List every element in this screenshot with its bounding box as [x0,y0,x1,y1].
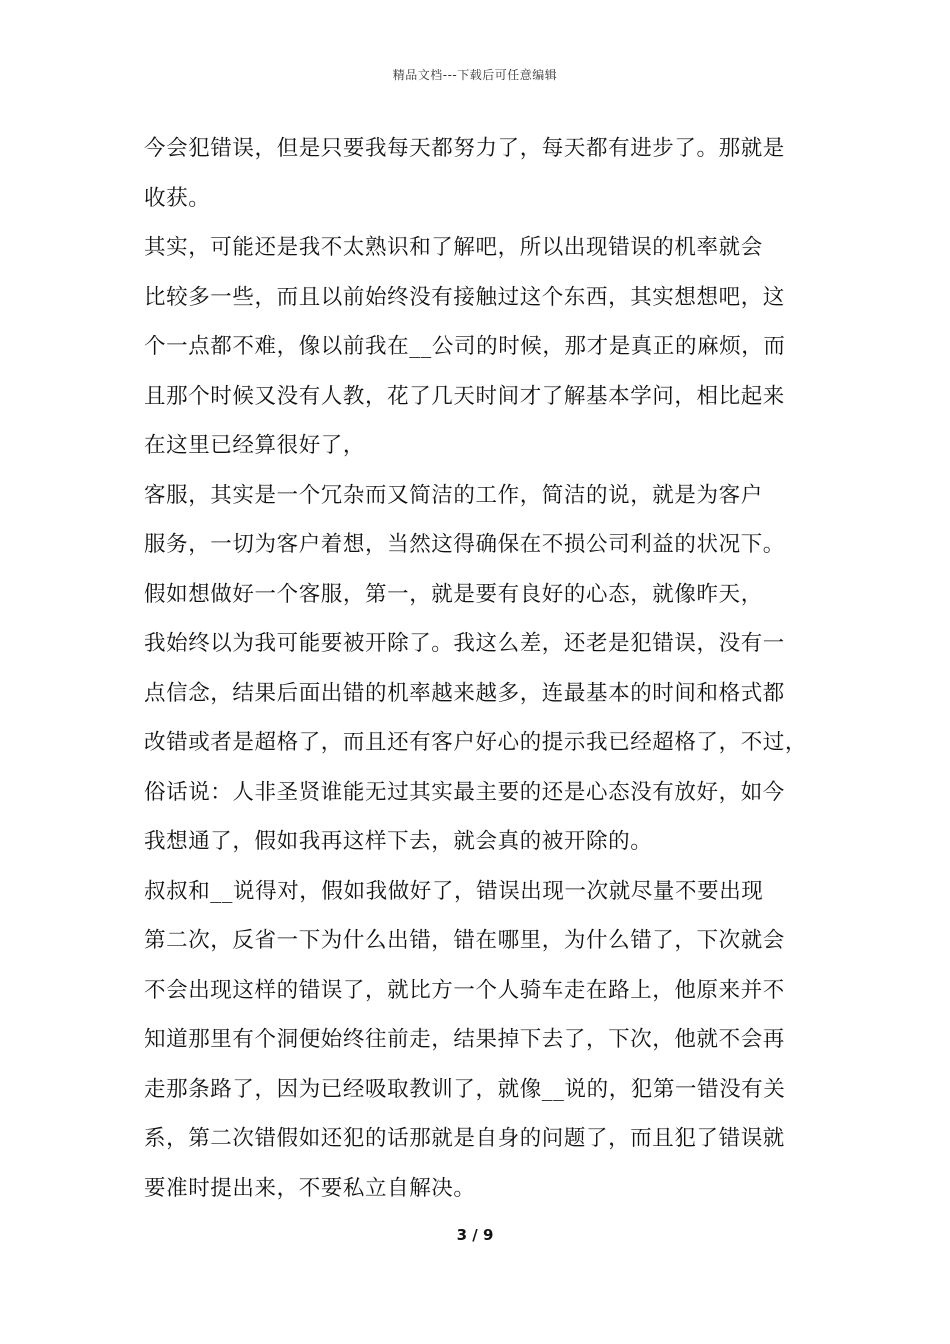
body-line: 不会出现这样的错误了，就比方一个人骑车走在路上，他原来并不 [144,977,785,1003]
body-line: 其实，可能还是我不太熟识和了解吧，所以出现错误的机率就会 [144,235,763,260]
body-line: 点信念，结果后面出错的机率越来越多，连最基本的时间和格式都 [144,680,785,706]
body-line: 个一点都不难，像以前我在__公司的时候，那才是真正的麻烦，而 [144,334,786,359]
page-header: 精品文档---下载后可任意编辑 [392,68,558,82]
body-line: 系，第二次错假如还犯的话那就是自身的问题了，而且犯了错误就 [144,1126,785,1151]
body-line: 要准时提出来，不要私立自解决。 [144,1175,476,1201]
body-line: 收获。 [144,185,211,211]
body-line: 第二次，反省一下为什么出错，错在哪里，为什么错了，下次就会 [144,928,785,953]
body-line: 服务，一切为客户着想，当然这得确保在不损公司利益的状况下。 [144,532,785,557]
body-text [144,124,814,1213]
body-line: 客服，其实是一个冗杂而又简洁的工作，简洁的说，就是为客户 [144,482,763,508]
body-line: 俗话说：人非圣贤谁能无过其实最主要的还是心态没有放好，如今 [144,779,785,805]
body-line: 改错或者是超格了，而且还有客户好心的提示我已经超格了，不过， [144,730,808,755]
page-number: 3 / 9 [456,1226,494,1244]
body-line: 走那条路了，因为已经吸取教训了，就像__说的，犯第一错没有关 [144,1076,786,1102]
body-line: 比较多一些，而且以前始终没有接触过这个东西，其实想想吧，这 [144,284,785,310]
body-line: 知道那里有个洞便始终往前走，结果掉下去了，下次，他就不会再 [144,1027,785,1052]
body-line: 在这里已经算很好了， [144,433,366,458]
body-line: 我想通了，假如我再这样下去，就会真的被开除的。 [144,829,653,854]
body-line: 且那个时候又没有人教，花了几天时间才了解基本学问，相比起来 [144,383,785,409]
body-line: 假如想做好一个客服，第一，就是要有良好的心态，就像昨天， [144,581,763,607]
body-line: 今会犯错误，但是只要我每天都努力了，每天都有进步了。那就是 [144,136,785,161]
body-line: 我始终以为我可能要被开除了。我这么差，还老是犯错误，没有一 [144,631,785,656]
body-line: 叔叔和__说得对，假如我做好了，错误出现一次就尽量不要出现 [144,878,764,904]
